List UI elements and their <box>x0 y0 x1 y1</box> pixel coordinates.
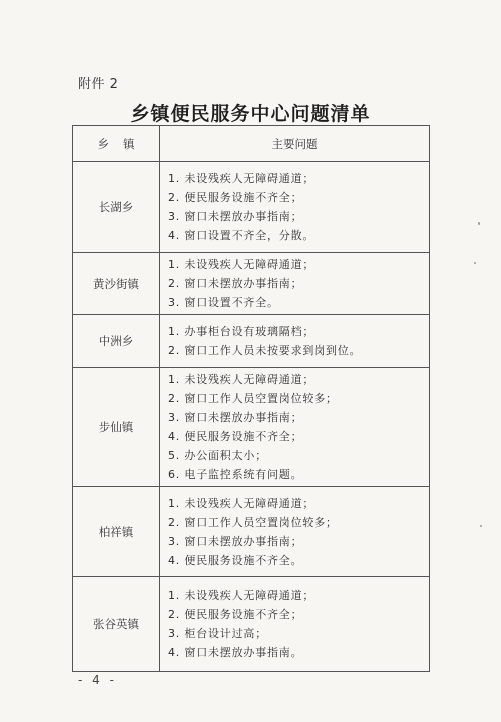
town-name: 黄沙街镇 <box>73 253 160 315</box>
issue-list <box>168 586 429 662</box>
issue-item: 3. 窗口未摆放办事指南； <box>168 534 303 548</box>
town-name: 柏祥镇 <box>73 487 160 577</box>
issue-item: 2. 窗口工作人员空置岗位较多； <box>168 515 338 529</box>
table-row <box>73 253 430 315</box>
page-number: - 4 - <box>78 673 117 687</box>
issue-list <box>168 494 429 570</box>
scan-speck <box>474 262 476 264</box>
header-issues: 主要问题 <box>160 126 430 162</box>
issue-item: 3. 窗口设置不齐全。 <box>168 296 279 309</box>
issue-list <box>168 255 429 312</box>
issue-list-cell <box>160 368 430 487</box>
table-row <box>73 368 430 487</box>
issue-list-cell <box>160 487 430 577</box>
table-row <box>73 577 430 672</box>
issue-item: 3. 柜台设计过高； <box>168 627 267 640</box>
document-title: 乡镇便民服务中心问题清单 <box>130 103 371 125</box>
table-header-row <box>73 126 430 162</box>
table-row <box>73 487 430 577</box>
header-town: 乡镇 <box>73 126 160 162</box>
issue-item: 1. 未设残疾人无障碍通道； <box>168 373 315 386</box>
issue-item: 4. 便民服务设施不齐全。 <box>168 553 303 567</box>
issue-item: 4. 窗口未摆放办事指南。 <box>168 646 303 659</box>
issue-item: 1. 未设残疾人无障碍通道； <box>168 496 315 510</box>
issue-item: 1. 未设残疾人无障碍通道； <box>168 172 315 185</box>
issue-list <box>168 370 429 484</box>
issue-item: 3. 窗口未摆放办事指南； <box>168 411 303 424</box>
issue-list <box>168 322 429 360</box>
issue-item: 4. 便民服务设施不齐全； <box>168 430 303 443</box>
issue-item: 2. 便民服务设施不齐全； <box>168 191 303 204</box>
issue-list-cell <box>160 162 430 253</box>
issue-item: 3. 窗口未摆放办事指南； <box>168 210 303 223</box>
town-name: 中洲乡 <box>73 315 160 368</box>
issue-item: 6. 电子监控系统有问题。 <box>168 468 303 481</box>
issue-item: 2. 窗口未摆放办事指南； <box>168 277 303 290</box>
issue-list-cell <box>160 577 430 672</box>
table-row <box>73 315 430 368</box>
town-name: 张谷英镇 <box>73 577 160 672</box>
town-name: 步仙镇 <box>73 368 160 487</box>
issues-table <box>72 125 430 672</box>
issue-list-cell <box>160 253 430 315</box>
issue-item: 2. 便民服务设施不齐全； <box>168 608 303 621</box>
issue-item: 1. 未设残疾人无障碍通道； <box>168 258 315 271</box>
scan-speck <box>480 525 482 527</box>
issue-item: 5. 办公面积太小； <box>168 449 267 462</box>
issue-item: 4. 窗口设置不齐全，分散。 <box>168 229 315 242</box>
table-row <box>73 162 430 253</box>
issue-item: 1. 办事柜台设有玻璃隔档； <box>168 325 315 338</box>
issue-item: 1. 未设残疾人无障碍通道； <box>168 589 315 602</box>
scan-speck <box>478 222 480 225</box>
town-name: 长湖乡 <box>73 162 160 253</box>
issue-list-cell <box>160 315 430 368</box>
issue-item: 2. 窗口工作人员空置岗位较多； <box>168 392 338 405</box>
issue-list <box>168 169 429 245</box>
issue-item: 2. 窗口工作人员未按要求到岗到位。 <box>168 344 362 357</box>
attachment-label: 附件 2 <box>78 77 119 92</box>
